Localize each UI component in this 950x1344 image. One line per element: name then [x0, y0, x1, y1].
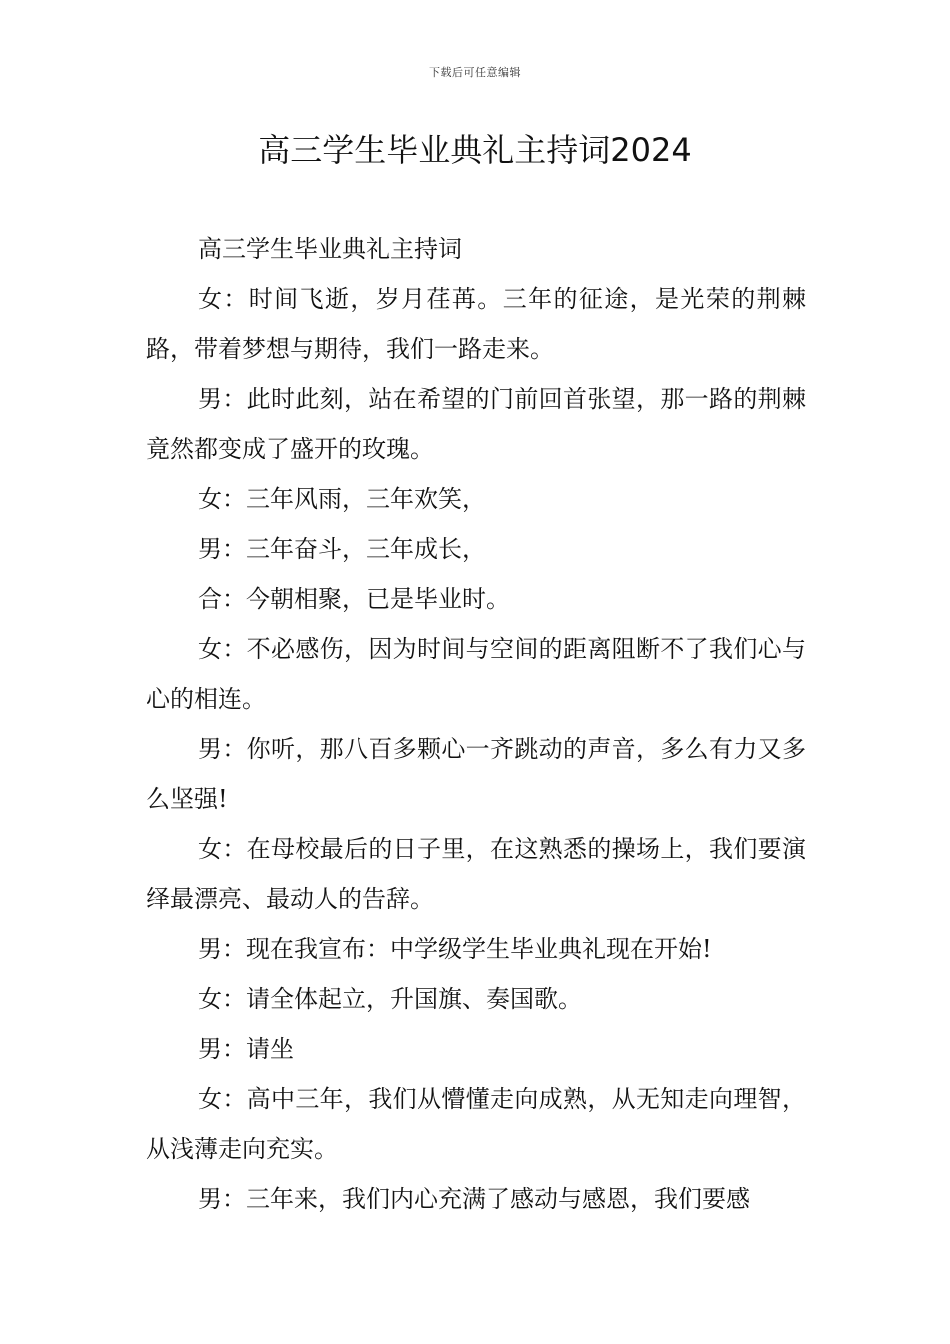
paragraph: 合：今朝相聚，已是毕业时。 — [198, 585, 510, 613]
document-body — [146, 224, 806, 1224]
paragraph: 女：请全体起立，升国旗、奏国歌。 — [198, 985, 582, 1013]
paragraph: 女：高中三年，我们从懵懂走向成熟，从无知走向理智，从浅薄走向充实。 — [146, 1085, 806, 1163]
paragraph: 女：三年风雨，三年欢笑， — [198, 485, 486, 513]
paragraph: 男：三年奋斗，三年成长， — [198, 535, 486, 563]
paragraph: 女：在母校最后的日子里，在这熟悉的操场上，我们要演绎最漂亮、最动人的告辞。 — [146, 835, 806, 913]
paragraph-subtitle: 高三学生毕业典礼主持词 — [198, 235, 462, 263]
page-header-note: 下载后可任意编辑 — [429, 66, 521, 79]
paragraph: 女：不必感伤，因为时间与空间的距离阻断不了我们心与心的相连。 — [146, 635, 806, 713]
paragraph: 男：请坐 — [198, 1035, 294, 1063]
paragraph: 男：三年来，我们内心充满了感动与感恩，我们要感 — [198, 1185, 750, 1213]
paragraph: 女：时间飞逝，岁月荏苒。三年的征途，是光荣的荆棘路，带着梦想与期待，我们一路走来。 — [146, 285, 806, 363]
paragraph: 男：现在我宣布：中学级学生毕业典礼现在开始! — [198, 935, 712, 963]
paragraph: 男：你听，那八百多颗心一齐跳动的声音，多么有力又多么坚强! — [146, 735, 806, 813]
document-title: 高三学生毕业典礼主持词2024 — [258, 131, 692, 169]
paragraph: 男：此时此刻，站在希望的门前回首张望，那一路的荆棘竟然都变成了盛开的玫瑰。 — [146, 385, 806, 463]
